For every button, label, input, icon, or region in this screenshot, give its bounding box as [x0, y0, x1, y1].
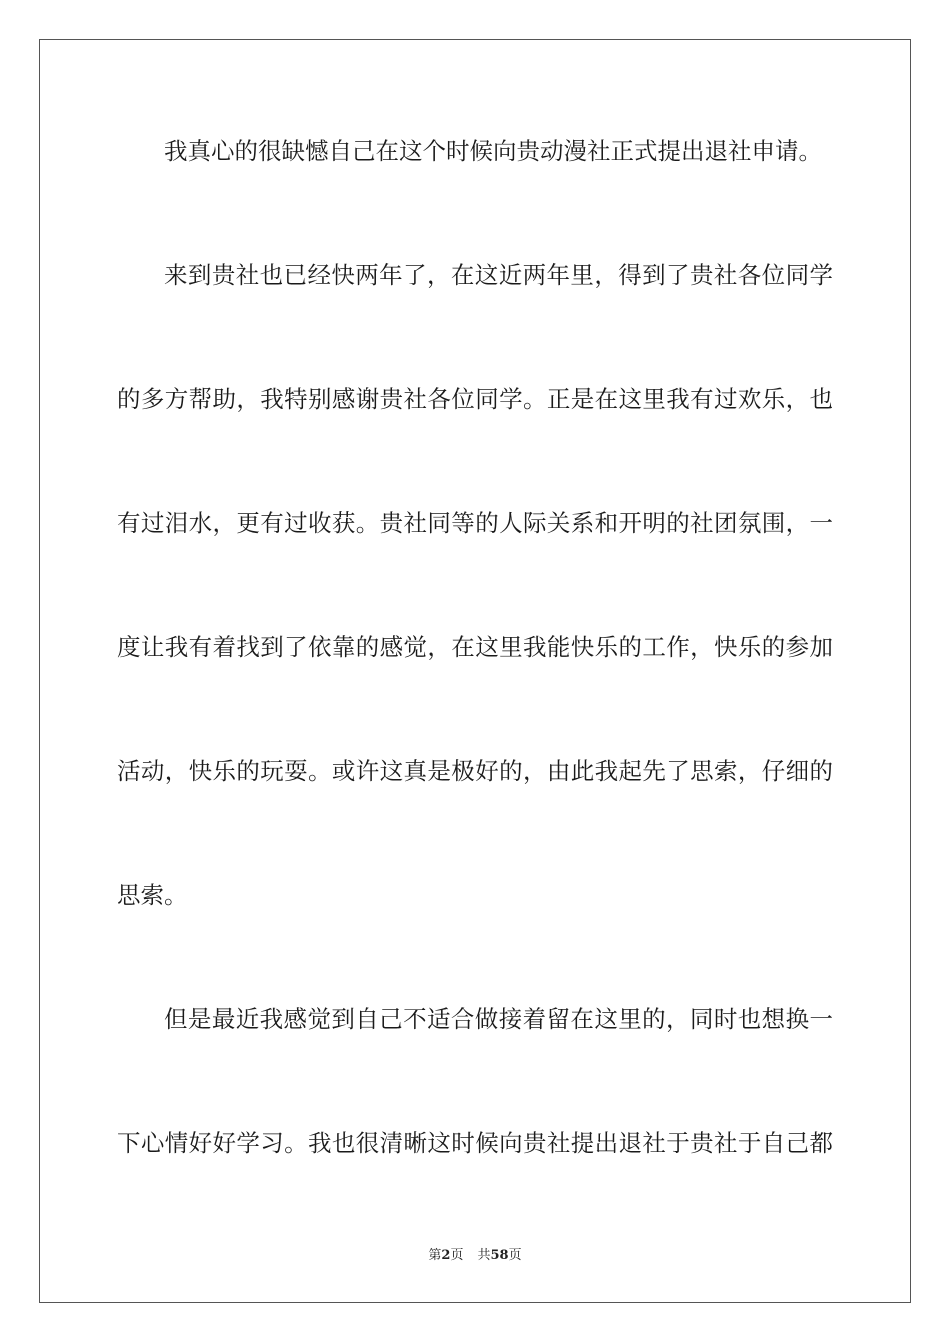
page-suffix: 页	[450, 1248, 464, 1263]
page-prefix: 第	[428, 1248, 442, 1263]
page-border	[39, 39, 911, 1303]
page-number: 2	[441, 1248, 451, 1263]
paragraph-line: 来到贵社也已经快两年了，在这近两年里，得到了贵社各位同学	[164, 261, 833, 289]
page-footer	[0, 1247, 950, 1265]
paragraph-line: 我真心的很缺憾自己在这个时候向贵动漫社正式提出退社申请。	[164, 137, 822, 165]
paragraph-line: 有过泪水，更有过收获。贵社同等的人际关系和开明的社团氛围，一	[117, 509, 833, 537]
paragraph-line: 下心情好好学习。我也很清晰这时候向贵社提出退社于贵社于自己都	[117, 1129, 833, 1157]
total-suffix: 页	[508, 1248, 522, 1263]
total-prefix: 共	[477, 1248, 491, 1263]
paragraph-line: 度让我有着找到了依靠的感觉，在这里我能快乐的工作，快乐的参加	[117, 633, 833, 661]
paragraph-line: 的多方帮助，我特别感谢贵社各位同学。正是在这里我有过欢乐，也	[117, 385, 833, 413]
paragraph-line: 但是最近我感觉到自己不适合做接着留在这里的，同时也想换一	[164, 1005, 833, 1033]
total-pages: 58	[490, 1248, 509, 1263]
paragraph-line: 思索。	[117, 881, 188, 909]
paragraph-line: 活动，快乐的玩耍。或许这真是极好的，由此我起先了思索，仔细的	[117, 757, 833, 785]
